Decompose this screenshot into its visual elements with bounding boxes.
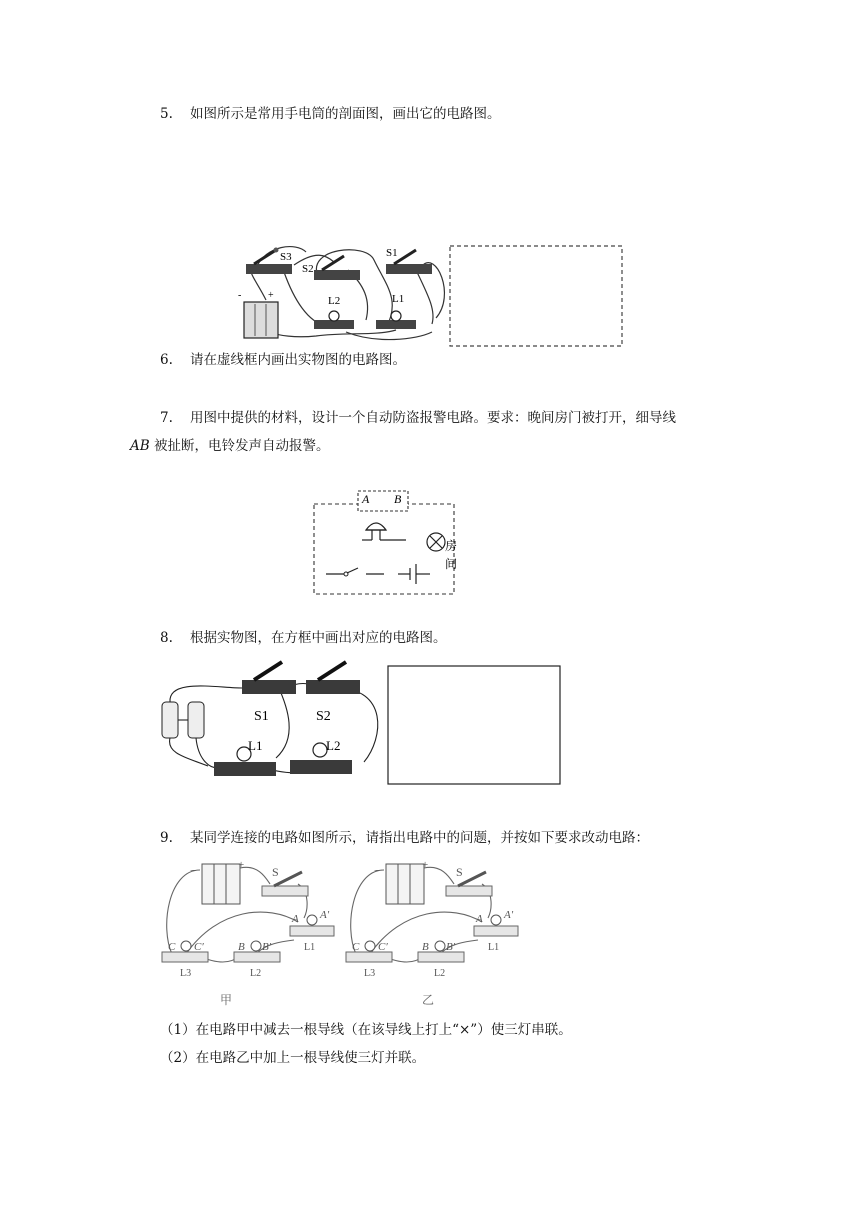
room-dashed-boundary (314, 504, 454, 594)
label-b: B (394, 492, 402, 506)
label-plus: + (268, 290, 274, 301)
switch-s (446, 886, 492, 896)
switch-s (262, 886, 308, 896)
lamp-l3 (346, 952, 392, 962)
label-b-prime: B′ (446, 941, 456, 953)
q8-figure (158, 658, 568, 788)
label-l2: L2 (328, 295, 341, 307)
label-c: C (168, 941, 176, 953)
label-s1: S1 (254, 709, 269, 724)
q9-subquestion-1: （1）在电路甲中减去一根导线（在该导线上打上“×”）使三灯串联。 (160, 1022, 572, 1038)
question-5 (160, 104, 501, 124)
label-a-prime: A′ (320, 909, 330, 921)
switch-s1-base (386, 264, 432, 274)
q7-alarm-diagram (310, 488, 460, 600)
switch-s2-base (314, 270, 360, 280)
label-l2: L2 (434, 968, 446, 979)
lamp-l2 (234, 952, 280, 962)
label-a: A (362, 492, 370, 506)
label-s2: S2 (302, 263, 314, 275)
label-c-prime: C′ (194, 941, 204, 953)
bell-icon (366, 523, 386, 530)
label-s: S (456, 865, 463, 879)
label-s1: S1 (386, 247, 398, 259)
question-number: 8. (160, 630, 173, 646)
room-label-2: 间 (444, 557, 457, 571)
room-label-1: 房 (444, 539, 457, 553)
battery (244, 302, 278, 338)
label-minus: - (238, 290, 242, 301)
label-s: S (272, 865, 279, 879)
label-l2: L2 (326, 738, 341, 753)
label-a-prime: A′ (504, 909, 514, 921)
question-7 (160, 408, 676, 428)
question-8 (160, 628, 447, 648)
q8-circuit-photo (158, 658, 568, 788)
question-text: 如图所示是常用手电筒的剖面图，画出它的电路图。 (190, 106, 501, 122)
label-l1: L1 (392, 293, 405, 305)
lamp-l2 (290, 760, 352, 774)
question-text: 请在虚线框内画出实物图的电路图。 (190, 352, 406, 368)
label-s2: S2 (316, 709, 331, 724)
label-l3: L3 (364, 968, 376, 979)
lamp-l3 (162, 952, 208, 962)
label-l1: L1 (304, 942, 316, 953)
label-b-prime: B′ (262, 941, 272, 953)
q9-figure-jia (158, 858, 338, 1010)
figure-label-yi: 乙 (422, 993, 435, 1007)
lamp-l1 (474, 926, 518, 936)
switch-s3-base (246, 264, 292, 274)
question-number: 5. (160, 106, 173, 122)
battery (386, 864, 424, 904)
label-minus: − (374, 865, 381, 877)
question-6 (160, 350, 406, 370)
question-number: 6. (160, 352, 173, 368)
question-number: 7. (160, 410, 173, 426)
label-l3: L3 (180, 968, 192, 979)
label-a: A (292, 913, 299, 925)
q6-answer-box[interactable] (450, 246, 622, 346)
label-plus: + (422, 859, 429, 871)
lamp-l2 (418, 952, 464, 962)
battery-1 (162, 702, 178, 738)
label-b: B (422, 941, 429, 953)
question-9 (160, 828, 649, 848)
switch-s2 (306, 680, 360, 694)
q8-answer-box[interactable] (388, 666, 560, 784)
label-a: A (476, 913, 483, 925)
label-l1: L1 (248, 738, 263, 753)
question-number: 9. (160, 830, 173, 846)
question-text-line2: 被扯断，电铃发声自动报警。 (149, 438, 330, 454)
label-plus: + (238, 859, 245, 871)
battery (202, 864, 240, 904)
wire-ab-label: AB (130, 438, 150, 454)
question-text: 根据实物图，在方框中画出对应的电路图。 (190, 630, 447, 646)
label-c-prime: C′ (378, 941, 388, 953)
question-text: 某同学连接的电路如图所示，请指出电路中的问题，并按如下要求改动电路： (190, 830, 649, 846)
battery-2 (188, 702, 204, 738)
label-c: C (352, 941, 360, 953)
label-l2: L2 (250, 968, 262, 979)
question-text-line1: 用图中提供的材料，设计一个自动防盗报警电路。要求：晚间房门被打开，细导线 (190, 410, 676, 426)
lamp-l1 (290, 926, 334, 936)
q9-subquestion-2: （2）在电路乙中加上一根导线使三灯并联。 (160, 1050, 426, 1066)
switch-s1 (242, 680, 296, 694)
q9-figure-yi (342, 858, 522, 1010)
figure-label-jia: 甲 (220, 993, 233, 1007)
label-minus: − (190, 865, 197, 877)
q7-figure (310, 488, 460, 600)
q9-circuit-jia (158, 858, 338, 1010)
label-l1: L1 (488, 942, 500, 953)
q6-circuit-photo (236, 240, 626, 350)
q9-circuit-yi (342, 858, 522, 1010)
lamp-l1 (214, 762, 276, 776)
label-s3: S3 (280, 251, 292, 263)
question-7-line2 (130, 436, 329, 456)
q6-figure (236, 240, 626, 350)
label-b: B (238, 941, 245, 953)
